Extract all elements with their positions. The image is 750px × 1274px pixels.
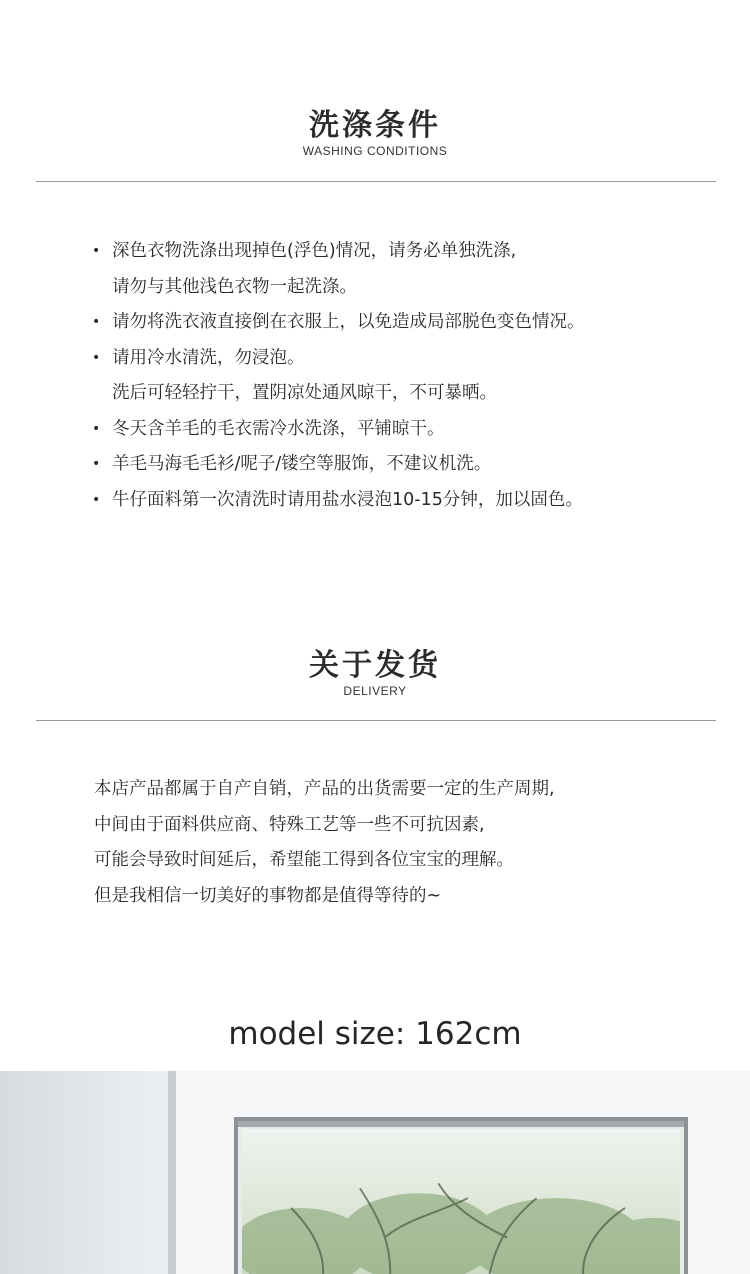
bullet-icon: • bbox=[92, 349, 101, 366]
delivery-line: 可能会导致时间延后，希望能工得到各位宝宝的理解。 bbox=[94, 850, 514, 870]
washing-item-line: 请勿与其他浅色衣物一起洗涤。 bbox=[112, 276, 357, 297]
bullet-icon: • bbox=[92, 420, 101, 437]
washing-item-line: 羊毛马海毛毛衫/呢子/镂空等服饰，不建议机洗。 bbox=[112, 454, 492, 474]
washing-divider bbox=[36, 181, 716, 182]
washing-subtitle: WASHING CONDITIONS bbox=[302, 144, 448, 158]
delivery-line: 但是我相信一切美好的事物都是值得等待的~ bbox=[94, 885, 442, 906]
bullet-icon: • bbox=[92, 491, 101, 508]
model-size-label: model size: 162cm bbox=[228, 1016, 522, 1052]
photo-window bbox=[234, 1117, 688, 1274]
bullet-icon: • bbox=[92, 456, 101, 472]
washing-item bbox=[92, 341, 692, 412]
window-view bbox=[242, 1129, 680, 1274]
window-rail bbox=[238, 1121, 684, 1127]
washing-item-line: 牛仔面料第一次清洗时请用盐水浸泡10-15分钟，加以固色。 bbox=[112, 489, 583, 510]
photo-wall-left bbox=[0, 1071, 168, 1274]
washing-item-line: 洗后可轻轻拧干，置阴凉处通风晾干，不可暴晒。 bbox=[112, 383, 497, 403]
washing-item bbox=[92, 234, 692, 305]
washing-item bbox=[92, 447, 692, 483]
delivery-subtitle: DELIVERY bbox=[343, 684, 407, 698]
washing-title: 洗涤条件 bbox=[309, 108, 441, 143]
washing-item-line: 冬天含羊毛的毛衣需冷水洗涤，平铺晾干。 bbox=[112, 418, 445, 439]
photo-wall-edge bbox=[168, 1071, 176, 1274]
delivery-line: 本店产品都属于自产自销，产品的出货需要一定的生产周期, bbox=[94, 779, 555, 799]
washing-item bbox=[92, 412, 692, 448]
model-photo bbox=[0, 1071, 750, 1274]
delivery-title: 关于发货 bbox=[309, 648, 441, 683]
washing-list bbox=[92, 234, 692, 518]
bullet-icon: • bbox=[92, 314, 101, 330]
washing-item bbox=[92, 305, 692, 341]
washing-item bbox=[92, 483, 692, 519]
tree-branches bbox=[242, 1129, 680, 1274]
delivery-divider bbox=[36, 720, 716, 721]
delivery-text bbox=[94, 772, 694, 914]
washing-item-line: 请用冷水清洗，勿浸泡。 bbox=[112, 347, 305, 368]
washing-item-line: 请勿将洗衣液直接倒在衣服上，以免造成局部脱色变色情况。 bbox=[112, 312, 585, 332]
delivery-line: 中间由于面料供应商、特殊工艺等一些不可抗因素, bbox=[94, 814, 485, 835]
bullet-icon: • bbox=[92, 243, 101, 259]
washing-item-line: 深色衣物洗涤出现掉色(浮色)情况，请务必单独洗涤, bbox=[112, 241, 517, 261]
